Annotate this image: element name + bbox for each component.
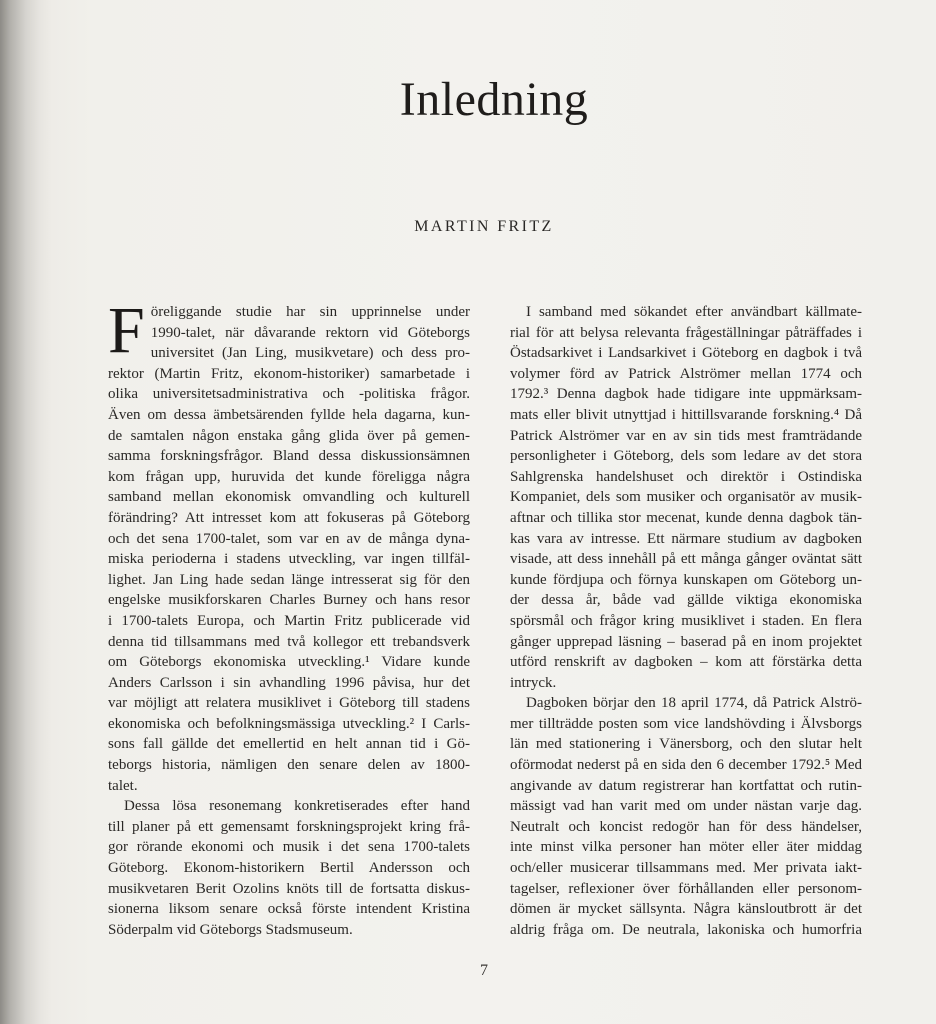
paragraph-line: olika universitetsadministrativa och -politiska frågor. bbox=[108, 386, 470, 403]
paragraph-line: rial för att belysa relevanta frågeställningar påträffades i bbox=[510, 324, 862, 341]
author-name: MARTIN FRITZ bbox=[414, 218, 554, 235]
paragraph-line: aftnar och tillika stor mecenat, kunde denna dagbok tän- bbox=[510, 509, 862, 526]
paragraph-line: gor rörande ekonomi och musik i det sena 1700-talets bbox=[108, 839, 470, 856]
paragraph-line: samma forskningsfrågor. Bland dessa diskussionsämnen bbox=[108, 448, 470, 465]
paragraph-line: der dessa år, både vad gällde viktiga ekonomiska bbox=[510, 592, 862, 609]
paragraph-line: oförmodat nederst på en sida den 6 december 1792.⁵ Med bbox=[510, 757, 862, 774]
paragraph-line: kom frågan upp, huruvida det kunde föreligga några bbox=[108, 468, 470, 485]
paragraph-line: mats eller blivit utnyttjad i hittillsvarande forskning.⁴ Då bbox=[510, 406, 862, 423]
paragraph-line: teborgs historia, nämligen den senare delen av 1800- bbox=[108, 757, 470, 774]
paragraph-line: Kompaniet, dels som musiker och organisatör av musik- bbox=[510, 489, 862, 506]
paragraph-line: spörsmål och frågor kring musiklivet i staden. En flera bbox=[510, 612, 862, 629]
paragraph-line: Neutralt och koncist redogör han för dess händelser, bbox=[510, 818, 862, 835]
paragraph-line: 1792.³ Denna dagbok hade tidigare inte uppmärksam- bbox=[510, 386, 862, 403]
right-text-column bbox=[510, 302, 862, 940]
paragraph-line: dömen är mycket sällsynta. Några känsloutbrott är det bbox=[510, 901, 862, 918]
paragraph-line: mer tillträdde posten som vice landshövding i Älvsborgs bbox=[510, 715, 862, 732]
paragraph-line: kas vara av intresse. Ett närmare studium av dagboken bbox=[510, 530, 862, 547]
paragraph-line: i 1700-talets Europa, och Martin Fritz publicerade vid bbox=[108, 612, 470, 629]
paragraph-line: Göteborg. Ekonom-historikern Bertil Andersson och bbox=[108, 860, 470, 877]
paragraph-line: musikvetaren Berit Ozolins knöts till de fortsatta diskus- bbox=[108, 880, 470, 897]
paragraph-line: kunde fördjupa och förnya kunskapen om Göteborg un- bbox=[510, 571, 862, 588]
paragraph-line: de samtalen någon enstaka gång glida över på gemen- bbox=[108, 427, 470, 444]
paragraph-line: Dagboken börjar den 18 april 1774, då Patrick Alströ- bbox=[526, 695, 862, 712]
paragraph-line: I samband med sökandet efter användbart källmate- bbox=[526, 304, 862, 320]
paragraph-line: var möjligt att relatera musiklivet i Göteborg till stadens bbox=[108, 695, 470, 712]
paragraph-line: om Göteborgs ekonomiska utveckling.¹ Vidare kunde bbox=[108, 654, 470, 671]
paragraph-line: intryck. bbox=[510, 674, 557, 691]
paragraph-line: län med stationering i Vänersborg, och den slutar helt bbox=[510, 736, 862, 753]
paragraph-line: mässigt vad han varit med om under nästan varje dag. bbox=[510, 798, 862, 815]
paragraph-line: ekonomiska och befolkningsmässiga utveckling.² I Carls- bbox=[108, 715, 470, 732]
paragraph-line: öreliggande studie har sin upprinnelse under bbox=[150, 304, 470, 320]
paragraph-line: utförd renskrift av dagboken – kom att förstärka detta bbox=[510, 654, 862, 671]
paragraph-line: volymer förd av Patrick Alströmer mellan 1774 och bbox=[510, 365, 862, 382]
paragraph-line: rektor (Martin Fritz, ekonom-historiker) samarbetade i bbox=[108, 365, 470, 382]
book-gutter-shadow bbox=[0, 0, 52, 1024]
paragraph-line: lighet. Jan Ling hade sedan länge intresserat sig för den bbox=[108, 571, 470, 588]
paragraph-line: Anders Carlsson i sin avhandling 1996 påvisa, hur det bbox=[108, 674, 470, 691]
drop-cap: F bbox=[108, 294, 145, 367]
book-page bbox=[52, 0, 936, 1024]
paragraph-line: Även om dessa ämbetsärenden fyllde hela dagarna, kun- bbox=[108, 406, 470, 423]
paragraph-line: Dessa lösa resonemang konkretiserades efter hand bbox=[124, 798, 470, 815]
paragraph-line: till planer på ett gemensamt forskningsprojekt kring frå- bbox=[108, 818, 470, 835]
paragraph-line: gånger upprepad läsning – baserad på en inom projektet bbox=[510, 633, 862, 650]
chapter-title: Inledning bbox=[399, 73, 589, 126]
paragraph-line: angivande av datum registrerar han kortfattat och rutin- bbox=[510, 777, 862, 794]
paragraph-line: 1990-talet, när dåvarande rektorn vid Göteborgs bbox=[150, 324, 470, 341]
paragraph-line: Sahlgrenska handelshuset och direktör i Ostindiska bbox=[510, 468, 862, 485]
paragraph-line: Östadsarkivet i Landsarkivet i Göteborg en dagbok i två bbox=[510, 345, 862, 362]
paragraph-line: och/eller musicerar tillsammans med. Mer privata iakt- bbox=[510, 860, 862, 877]
paragraph-line: sionerna liksom senare också förste intendent Kristina bbox=[108, 901, 470, 918]
paragraph-line: Söderpalm vid Göteborgs Stadsmuseum. bbox=[108, 921, 353, 938]
paragraph-line: miska perioderna i stadens utveckling, var ingen tillfäl- bbox=[108, 551, 470, 568]
page-number: 7 bbox=[480, 962, 488, 979]
paragraph-line: inte minst vilka personer han möter eller äter middag bbox=[510, 839, 862, 856]
paragraph-line: denna tid tillsammans med två kollegor ett trebandsverk bbox=[108, 633, 470, 650]
paragraph-line: Patrick Alströmer var en av sin tids mest framträdande bbox=[510, 427, 862, 444]
paragraph-line: aldrig fråga om. De neutrala, lakoniska och humorfria bbox=[510, 921, 862, 938]
paragraph-line: personligheter i Göteborg, dels som ledare av det stora bbox=[510, 448, 862, 465]
paragraph-line: talet. bbox=[108, 777, 138, 794]
paragraph-line: och det sena 1700-talet, som var en av de många dyna- bbox=[108, 530, 470, 547]
paragraph-line: tagelser, reflexioner över förhållanden eller personom- bbox=[510, 880, 862, 897]
paragraph-line: sons fall gällde det emellertid en helt annan tid i Gö- bbox=[108, 736, 470, 753]
left-text-column bbox=[108, 294, 470, 940]
paragraph-line: engelske musikforskaren Charles Burney och hans resor bbox=[108, 592, 470, 609]
paragraph-line: visade, att dess innehåll på ett många gånger oväntat sätt bbox=[510, 551, 862, 568]
paragraph-line: universitet (Jan Ling, musikvetare) och dess pro- bbox=[150, 345, 470, 362]
paragraph-line: samband mellan ekonomisk omvandling och kulturell bbox=[108, 489, 470, 506]
paragraph-line: förändring? Att intresset kom att fokuseras på Göteborg bbox=[108, 509, 470, 526]
